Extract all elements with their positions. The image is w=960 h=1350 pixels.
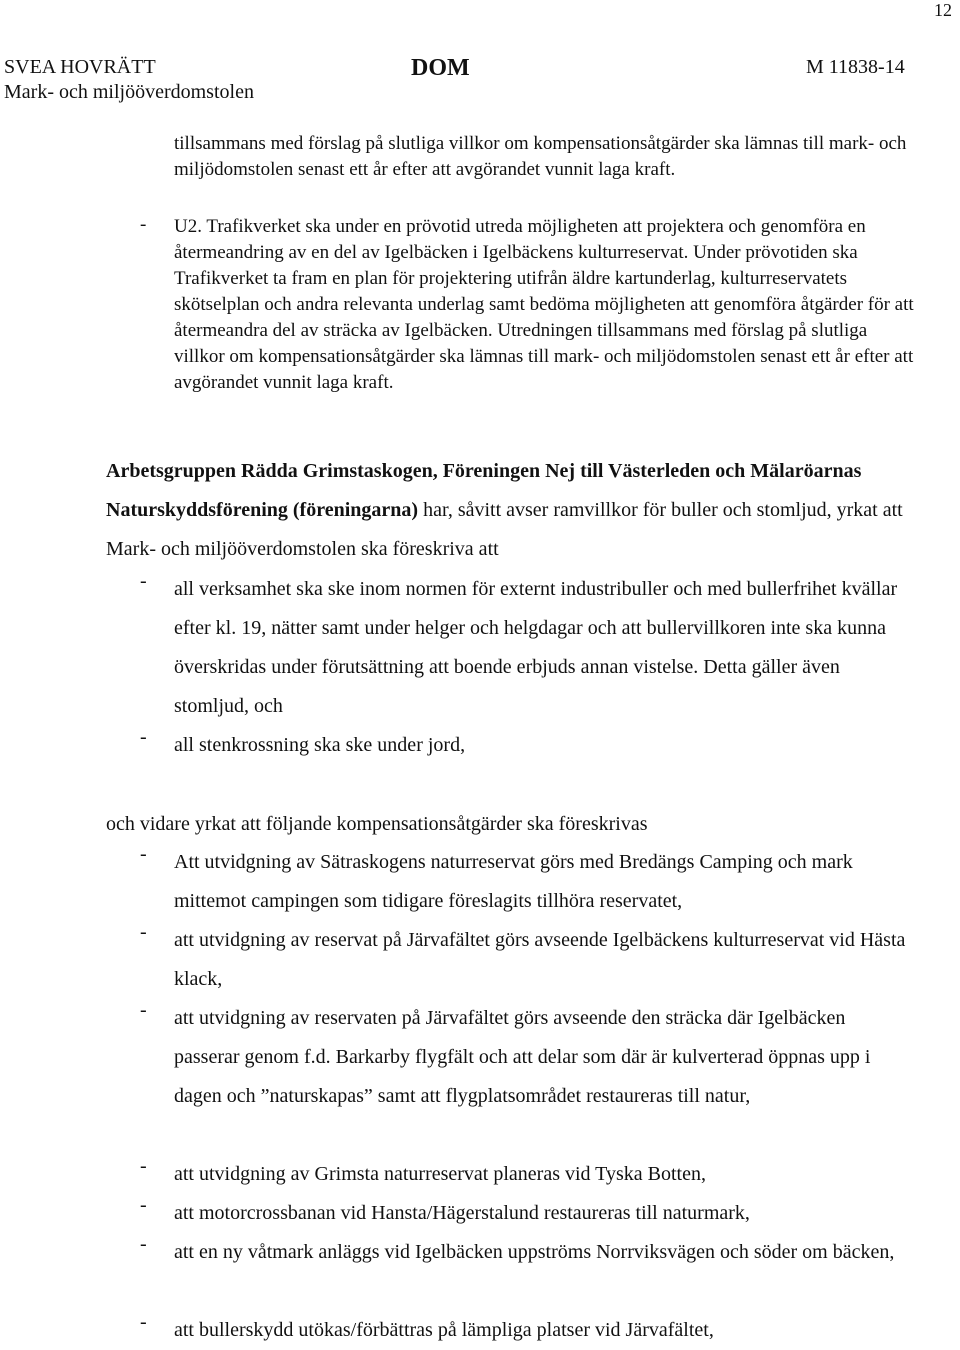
list-item: att bullerskydd utökas/förbättras på lämpliga platser vid Järvafältet,: [174, 1319, 714, 1341]
list-marker: -: [140, 1155, 147, 1177]
list-item: all verksamhet ska ske inom normen för externt industribuller och med bullerfrihet kvällar efter kl. 19, nätter samt under helger och helgdagar och att bullervillkoren inte ska kunna överskridas under förutsättning att boende erbjuds annan vistelse. Detta gäller även stomljud, och: [174, 578, 898, 717]
list-marker: -: [140, 999, 147, 1021]
claim-paragraph: [106, 452, 906, 569]
list-marker: -: [140, 1311, 147, 1333]
page-number: 12: [934, 0, 952, 20]
list-item: att motorcrossbanan vid Hansta/Hägerstalund restaureras till naturmark,: [174, 1202, 750, 1224]
condition-u1-tail: tillsammans med förslag på slutliga villkor om kompensationsåtgärder ska lämnas till mark- och miljödomstolen senast ett år efter att avgörandet vunnit laga kraft.: [174, 133, 907, 180]
court-name: SVEA HOVRÄTT: [4, 56, 156, 78]
list-item: att utvidgning av Grimsta naturreservat planeras vid Tyska Botten,: [174, 1163, 706, 1185]
court-division: Mark- och miljööverdomstolen: [4, 81, 254, 103]
condition-u2: U2. Trafikverket ska under en prövotid utreda möjligheten att projektera och genomföra en återmeandring av en del av Igelbäcken i Igelbäckens kulturreservat. Under prövotiden ska Trafikverket ta fram en plan för projektering utifrån äldre kartunderlag, kulturreservatets skötselplan och andra relevanta underlag samt bedöma möjligheten att genomföra åtgärder för att återmeandra del av sträcka av Igelbäcken. Utredningen tillsammans med förslag på slutliga villkor om kompensationsåtgärder ska lämnas till mark- och miljödomstolen senast ett år efter att avgörandet vunnit laga kraft.: [174, 216, 914, 393]
list-item: att utvidgning av reservaten på Järvafältet görs avseende den sträcka där Igelbäcken passerar genom f.d. Barkarby flygfält och att delar som där är kulverterad öppnas upp i dagen och ”naturskapas” samt att flygplatsområdet restaureras till natur,: [174, 1007, 871, 1107]
list-marker: -: [140, 214, 147, 235]
list-item: Att utvidgning av Sätraskogens naturreservat görs med Bredängs Camping och mark mittemot campingen som tidigare föreslagits tillhöra reservatet,: [174, 851, 853, 912]
list-marker: -: [140, 570, 147, 592]
case-number: M 11838-14: [806, 56, 905, 78]
list-marker: -: [140, 843, 147, 865]
list-marker: -: [140, 921, 147, 943]
list-item: att en ny våtmark anläggs vid Igelbäcken uppströms Norrviksvägen och söder om bäcken,: [174, 1241, 895, 1263]
document-type: DOM: [411, 55, 470, 81]
parties-names: Arbetsgruppen Rädda Grimstaskogen, Föreningen Nej till Västerleden och Mälaröarnas Naturskyddsförening (föreningarna): [106, 460, 862, 521]
list-item: all stenkrossning ska ske under jord,: [174, 734, 466, 756]
list-marker: -: [140, 1194, 147, 1216]
claim-lead: har, såvitt avser ramvillkor för buller och stomljud, yrkat att Mark- och miljööverdomstolen ska föreskriva att: [106, 499, 903, 560]
list-item: att utvidgning av reservat på Järvafältet görs avseende Igelbäckens kulturreservat vid Hästa klack,: [174, 929, 906, 990]
compensation-lead: och vidare yrkat att följande kompensationsåtgärder ska föreskrivas: [106, 813, 648, 835]
list-marker: -: [140, 726, 147, 748]
list-marker: -: [140, 1233, 147, 1255]
